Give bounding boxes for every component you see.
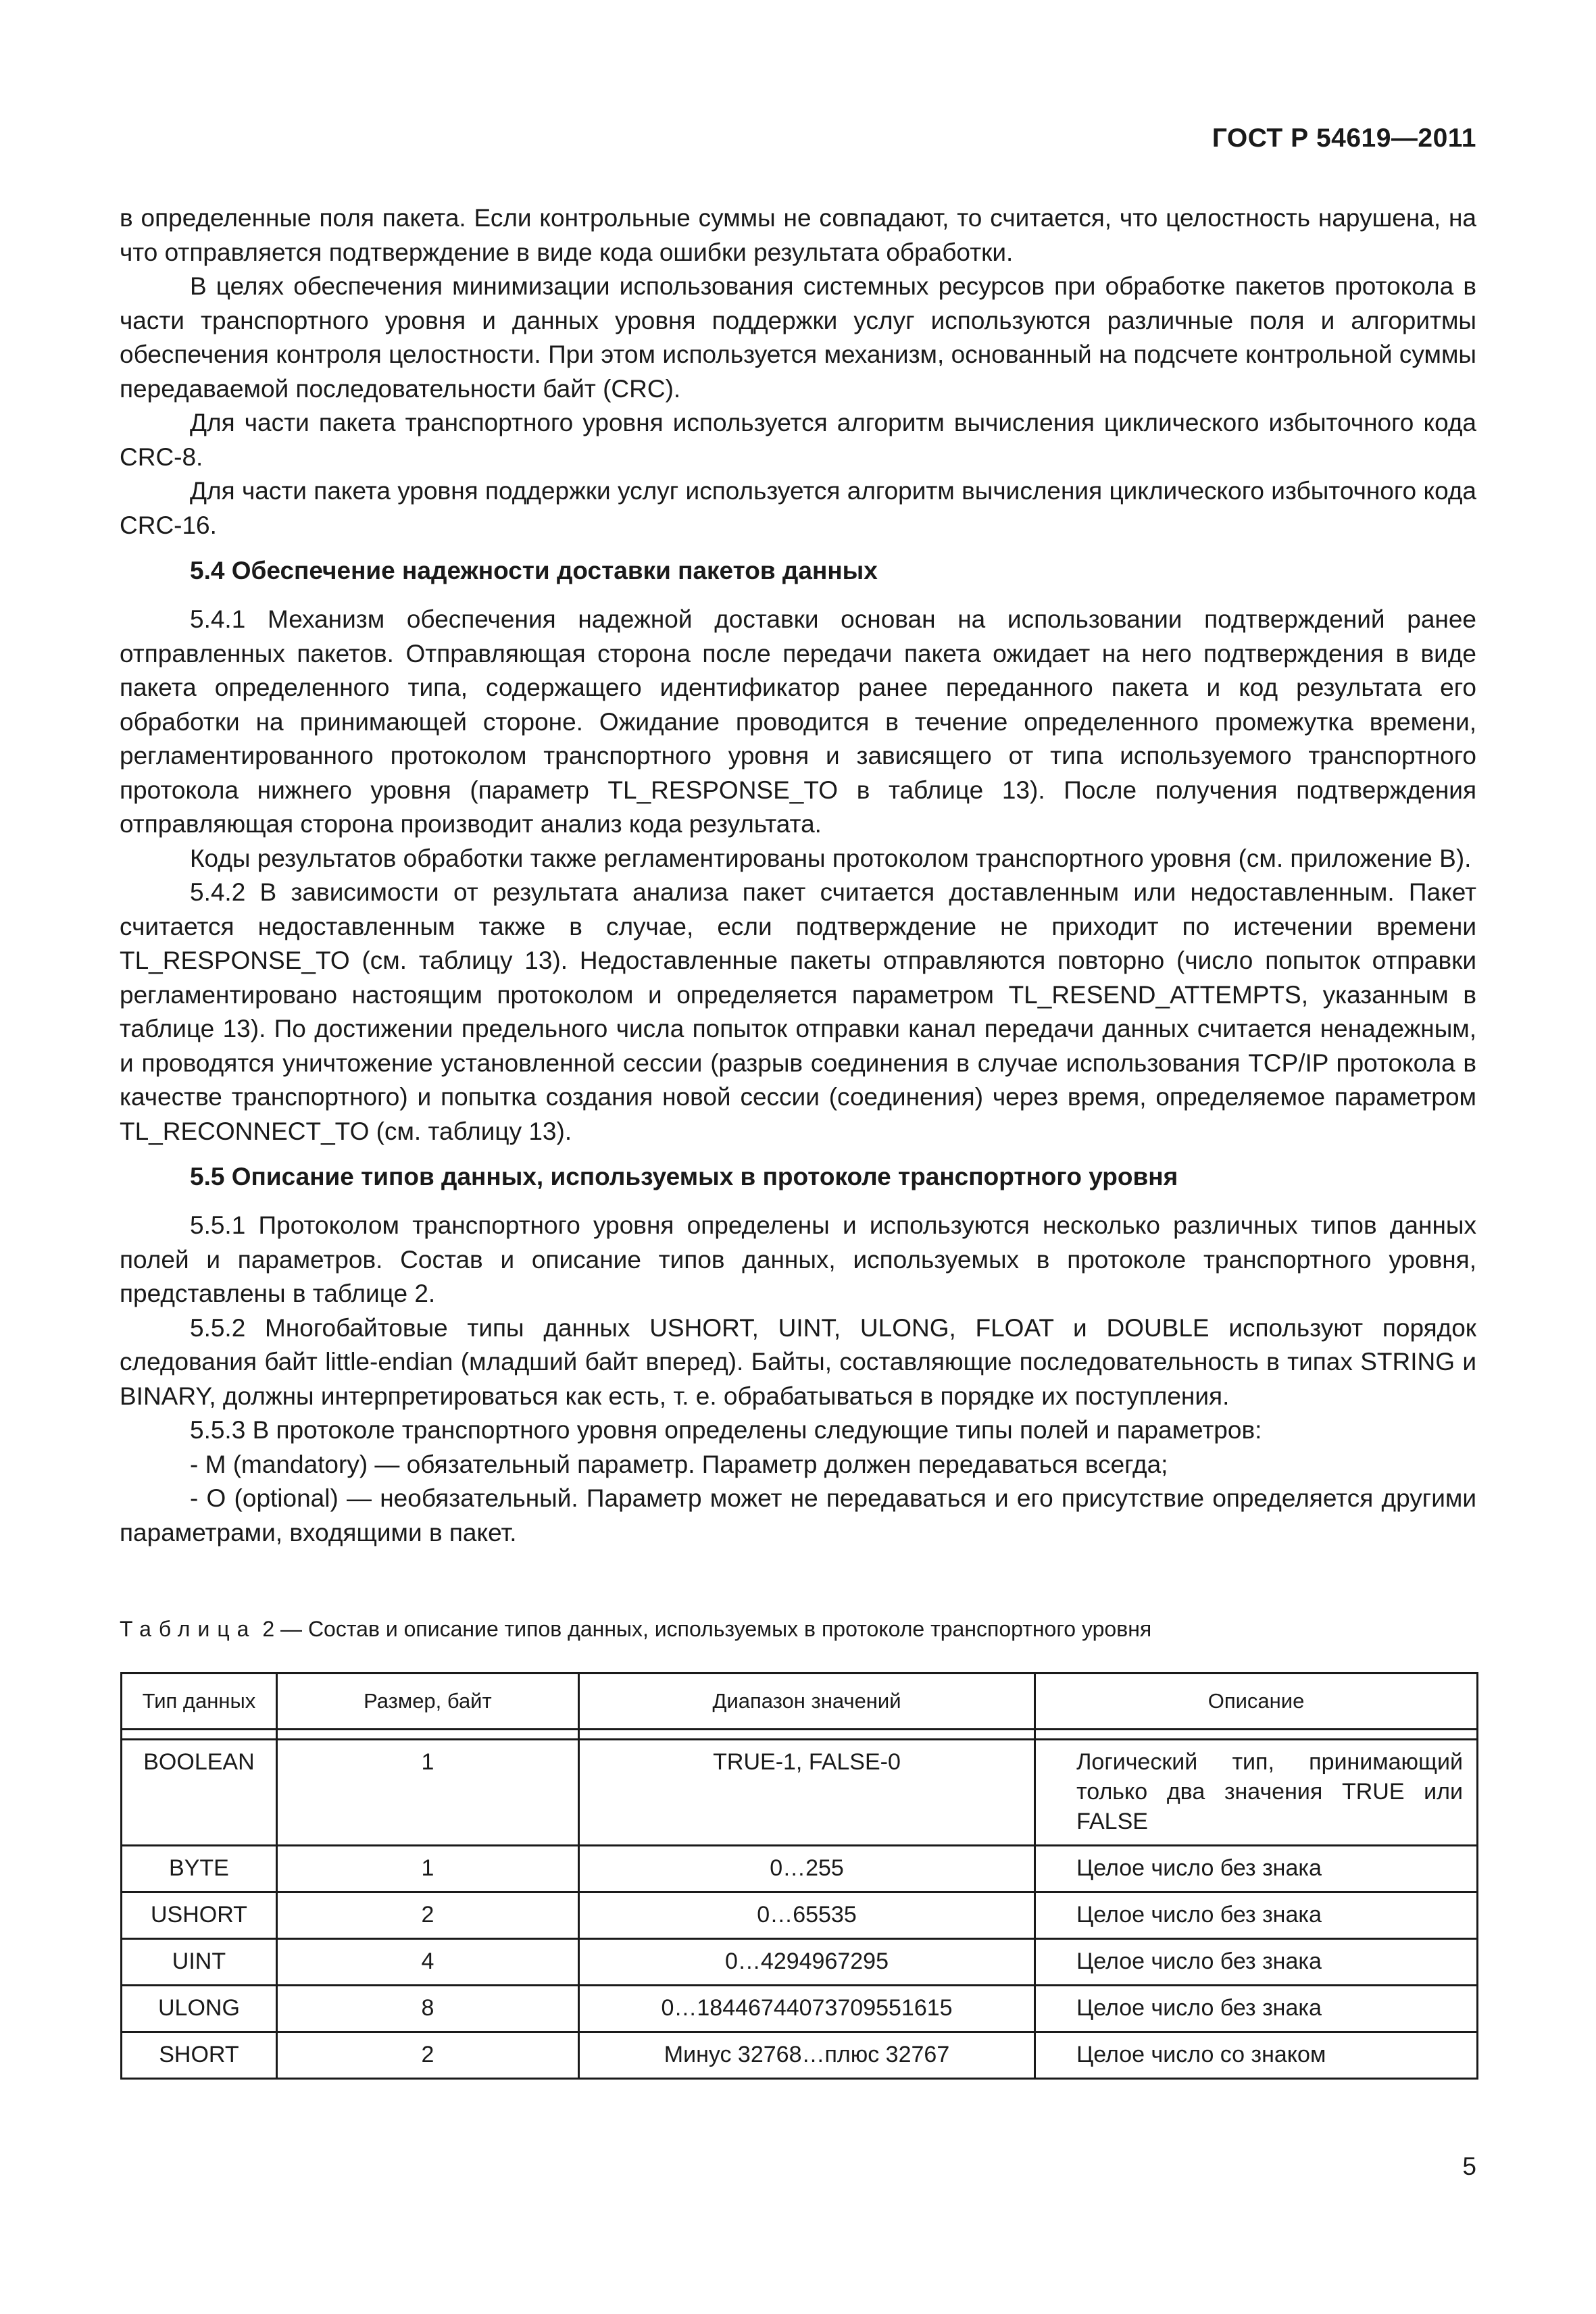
section-heading-5-4: 5.4 Обеспечение надежности доставки пакетов данных: [190, 557, 878, 584]
table-row: [122, 2032, 1478, 2079]
cell-type: UINT: [122, 1939, 277, 1986]
table-caption: [120, 1617, 1476, 1642]
cell-description: Логический тип, принимающий только два значения TRUE или FALSE: [1035, 1740, 1478, 1846]
list-item: - O (optional) — необязательный. Параметр может не передаваться и его присутствие определяется другими параметрами, входящими в пакет.: [120, 1484, 1476, 1546]
paragraph: В целях обеспечения минимизации использования системных ресурсов при обработке пакетов протокола в части транспортного уровня и данных уровня поддержки услуг используются различные поля и алгоритмы обеспечения контроля целостности. При этом используется механизм, основанный на подсчете контрольной суммы передаваемой последовательности байт (CRC).: [120, 272, 1476, 403]
paragraph: 5.5.1 Протоколом транспортного уровня определены и используются несколько различных типов данных полей и параметров. Состав и описание типов данных, используемых в протоколе транспортного уровня, представлены в таблице 2.: [120, 1211, 1476, 1307]
cell-range: TRUE-1, FALSE-0: [578, 1740, 1034, 1846]
cell-description: Целое число без знака: [1035, 1986, 1478, 2032]
table-row: [122, 1846, 1478, 1892]
cell-range: 0…4294967295: [578, 1939, 1034, 1986]
section-heading-5-5: 5.5 Описание типов данных, используемых в протоколе транспортного уровня: [190, 1163, 1178, 1190]
body-text: [120, 201, 1476, 1550]
cell-type: USHORT: [122, 1892, 277, 1939]
paragraph: 5.4.2 В зависимости от результата анализа пакет считается доставленным или недоставленным. Пакет считается недоставленным также в случае, если подтверждение не приходит по истечении времени TL_RESPONSE_TO (см. таблицу 13). Недоставленные пакеты отправляются повторно (число попыток отправки регламентировано настоящим протоколом и определяется параметром TL_RESEND_ATTEMPTS, указанным в таблице 13). По достижении предельного числа попыток отправки канал передачи данных считается ненадежным, и проводятся уничтожение установленной сессии (разрыв соединения в случае использования TCP/IP протокола в качестве транспортного) и попытка создания новой сессии (соединения) через время, определяемое параметром TL_RECONNECT_TO (см. таблицу 13).: [120, 878, 1476, 1145]
column-header-type: Тип данных: [122, 1674, 277, 1730]
cell-description: Целое число без знака: [1035, 1892, 1478, 1939]
cell-description: Целое число без знака: [1035, 1939, 1478, 1986]
table-row: [122, 1939, 1478, 1986]
paragraph: Коды результатов обработки также регламентированы протоколом транспортного уровня (см. приложение В).: [190, 844, 1472, 872]
cell-type: SHORT: [122, 2032, 277, 2079]
cell-size: 8: [276, 1986, 578, 2032]
cell-type: BOOLEAN: [122, 1740, 277, 1846]
paragraph: 5.5.2 Многобайтовые типы данных USHORT, UINT, ULONG, FLOAT и DOUBLE используют порядок следования байт little-endian (младший байт вперед). Байты, составляющие последовательность в типах STRING и BINARY, должны интерпретироваться как есть, т. е. обрабатываться в порядке их поступления.: [120, 1313, 1476, 1410]
column-header-size: Размер, байт: [276, 1674, 578, 1730]
data-types-table: [120, 1672, 1478, 2080]
cell-description: Целое число без знака: [1035, 1846, 1478, 1892]
table-spacer-row: [122, 1730, 1478, 1740]
paragraph: Для части пакета уровня поддержки услуг используется алгоритм вычисления циклического избыточного кода CRC-16.: [120, 477, 1476, 539]
cell-range: 0…18446744073709551615: [578, 1986, 1034, 2032]
cell-size: 1: [276, 1846, 578, 1892]
column-header-range: Диапазон значений: [578, 1674, 1034, 1730]
paragraph: 5.4.1 Механизм обеспечения надежной доставки основан на использовании подтверждений ранее отправленных пакетов. Отправляющая сторона после передачи пакета ожидает на него подтверждения в виде пакета определенного типа, содержащего идентификатор ранее переданного пакета и код результата его обработки на принимающей стороне. Ожидание проводится в течение определенного промежутка времени, регламентированного протоколом транспортного уровня и зависящего от типа используемого транспортного протокола нижнего уровня (параметр TL_RESPONSE_TO в таблице 13). После получения подтверждения отправляющая сторона производит анализ кода результата.: [120, 605, 1476, 838]
cell-range: Минус 32768…плюс 32767: [578, 2032, 1034, 2079]
cell-size: 4: [276, 1939, 578, 1986]
page-number: 5: [1462, 2153, 1476, 2180]
cell-range: 0…255: [578, 1846, 1034, 1892]
table-row: [122, 1740, 1478, 1846]
cell-range: 0…65535: [578, 1892, 1034, 1939]
cell-size: 1: [276, 1740, 578, 1846]
paragraph: в определенные поля пакета. Если контрольные суммы не совпадают, то считается, что целостность нарушена, на что отправляется подтверждение в виде кода ошибки результата обработки.: [120, 204, 1476, 266]
cell-size: 2: [276, 1892, 578, 1939]
cell-description: Целое число со знаком: [1035, 2032, 1478, 2079]
paragraph: Для части пакета транспортного уровня используется алгоритм вычисления циклического избыточного кода CRC-8.: [120, 409, 1476, 471]
table-header-row: [122, 1674, 1478, 1730]
column-header-description: Описание: [1035, 1674, 1478, 1730]
table-row: [122, 1986, 1478, 2032]
document-id-header: ГОСТ Р 54619—2011: [1212, 124, 1476, 153]
list-item: - M (mandatory) — обязательный параметр. Параметр должен передаваться всегда;: [190, 1450, 1168, 1478]
cell-type: ULONG: [122, 1986, 277, 2032]
table-row: [122, 1892, 1478, 1939]
paragraph: 5.5.3 В протоколе транспортного уровня определены следующие типы полей и параметров:: [190, 1416, 1262, 1444]
cell-type: BYTE: [122, 1846, 277, 1892]
cell-size: 2: [276, 2032, 578, 2079]
table-caption-label: Таблица: [120, 1617, 257, 1641]
table-caption-text: 2 — Состав и описание типов данных, используемых в протоколе транспортного уровня: [262, 1617, 1152, 1641]
